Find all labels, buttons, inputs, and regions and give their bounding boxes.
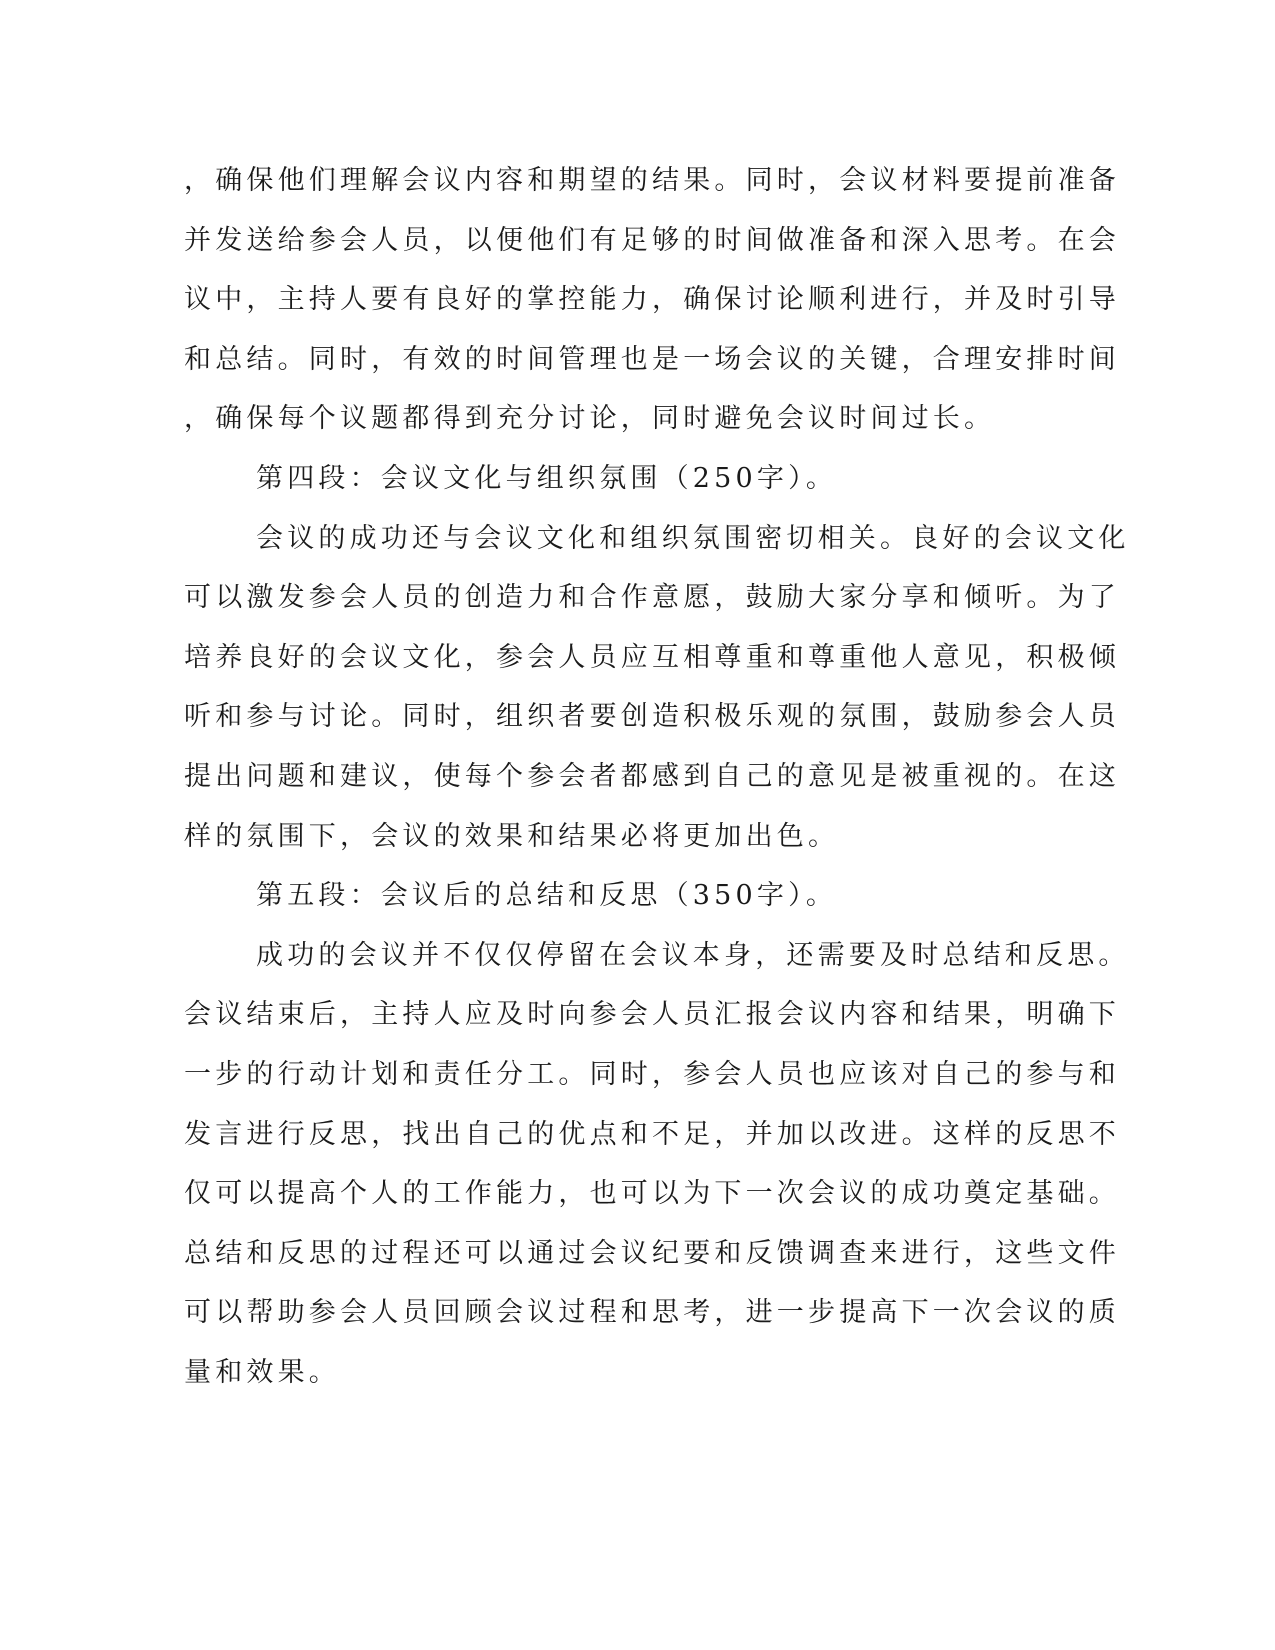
text-line: 可以帮助参会人员回顾会议过程和思考，进一步提高下一次会议的质 [184,1297,1120,1329]
text-line: ，确保每个议题都得到充分讨论，同时避免会议时间过长。 [184,403,996,435]
section-heading-4: 第四段：会议文化与组织氛围（250字）。 [256,462,838,494]
text-line: 会议结束后，主持人应及时向参会人员汇报会议内容和结果，明确下 [184,999,1120,1031]
text-line: 可以激发参会人员的创造力和合作意愿，鼓励大家分享和倾听。为了 [184,582,1120,614]
paragraph-start: 会议的成功还与会议文化和组织氛围密切相关。良好的会议文化 [256,522,1130,554]
text-line: 量和效果。 [184,1356,340,1388]
text-line: 仅可以提高个人的工作能力，也可以为下一次会议的成功奠定基础。 [184,1178,1120,1210]
text-line: 提出问题和建议，使每个参会者都感到自己的意见是被重视的。在这 [184,760,1120,792]
text-line: 一步的行动计划和责任分工。同时，参会人员也应该对自己的参与和 [184,1058,1120,1090]
text-line: 发言进行反思，找出自己的优点和不足，并加以改进。这样的反思不 [184,1118,1120,1150]
text-line: ，确保他们理解会议内容和期望的结果。同时，会议材料要提前准备 [184,165,1120,196]
text-line: 培养良好的会议文化，参会人员应互相尊重和尊重他人意见，积极倾 [184,641,1120,673]
text-line: 听和参与讨论。同时，组织者要创造积极乐观的氛围，鼓励参会人员 [184,701,1120,733]
text-line: 样的氛围下，会议的效果和结果必将更加出色。 [184,820,840,852]
document-body [184,151,1130,1402]
text-line: 并发送给参会人员，以便他们有足够的时间做准备和深入思考。在会 [184,224,1120,256]
section-heading-5: 第五段：会议后的总结和反思（350字）。 [256,880,838,912]
text-line: 议中，主持人要有良好的掌控能力，确保讨论顺利进行，并及时引导 [184,284,1120,316]
text-line: 总结和反思的过程还可以通过会议纪要和反馈调查来进行，这些文件 [184,1237,1120,1269]
paragraph-start: 成功的会议并不仅仅停留在会议本身，还需要及时总结和反思。 [256,939,1130,971]
text-line: 和总结。同时，有效的时间管理也是一场会议的关键，合理安排时间 [184,343,1120,375]
